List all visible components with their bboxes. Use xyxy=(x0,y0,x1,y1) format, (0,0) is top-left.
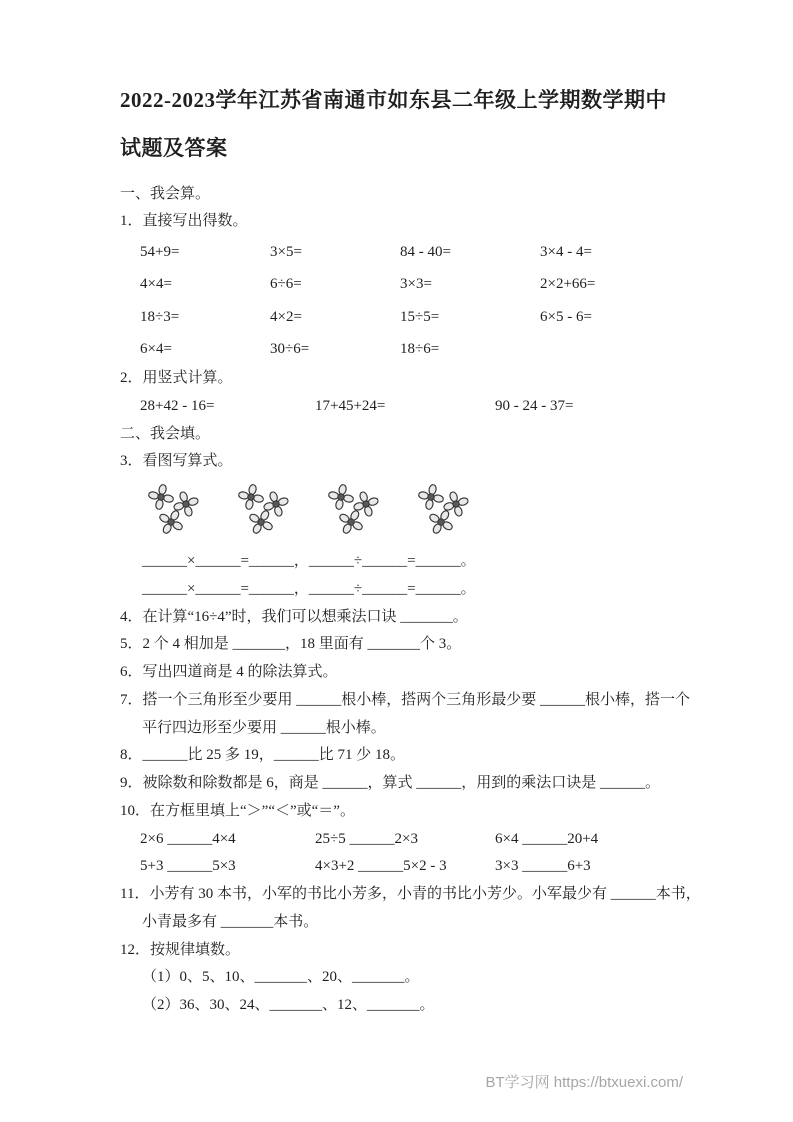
q1-cell: 15÷5= xyxy=(400,308,440,325)
q1-cell: 3×5= xyxy=(270,244,302,261)
q10-row-2 xyxy=(120,853,675,881)
flower-group xyxy=(146,484,204,538)
q1-cell: 18÷3= xyxy=(140,308,180,325)
q10-compare-item: 5+3 ______5×3 xyxy=(140,858,236,875)
q2-label: 2．用竖式计算。 xyxy=(120,370,233,387)
q12-item-1: （1）0、5、10、_______、20、_______。 xyxy=(142,969,420,986)
flower-group xyxy=(236,484,294,538)
q11-line-2: 小青最多有 _______本书。 xyxy=(142,913,319,930)
q1-cell: 4×2= xyxy=(270,308,302,325)
q1-cell: 2×2+66= xyxy=(540,276,596,293)
q10-row-1 xyxy=(120,826,675,854)
q10-compare-item: 25÷5 ______2×3 xyxy=(315,830,418,847)
q11-line-1: 11．小芳有 30 本书，小军的书比小芳多，小青的书比小芳少。小军最少有 ______本书， xyxy=(120,886,701,903)
page-title: 2022-2023学年江苏省南通市如东县二年级上学期数学期中试题及答案 xyxy=(120,88,667,161)
q2-row xyxy=(120,393,675,421)
footer-link[interactable]: BT学习网 https://btxuexi.com/ xyxy=(485,1074,683,1091)
q1-cell: 6×4= xyxy=(140,340,172,357)
q1-cell: 84 - 40= xyxy=(400,244,451,261)
section-1-heading: 一、我会算。 xyxy=(120,185,211,202)
q1-cell: 4×4= xyxy=(140,276,172,293)
q2-item: 90 - 24 - 37= xyxy=(495,397,574,414)
q7-line-1: 7．搭一个三角形至少要用 ______根小棒，搭两个三角形最少要 ______根小棒，搭一个 xyxy=(120,691,691,708)
flower-group xyxy=(416,484,474,538)
flower-group xyxy=(326,484,384,538)
q7-line-2: 平行四边形至少要用 ______根小棒。 xyxy=(142,719,386,736)
q1-cell: 18÷6= xyxy=(400,340,440,357)
q10-compare-item: 2×6 ______4×4 xyxy=(140,830,236,847)
q10-compare-item: 6×4 ______20+4 xyxy=(495,830,599,847)
q3-equation-2: ______×______=______，______÷______=______。 xyxy=(142,580,476,597)
q1-cell: 6×5 - 6= xyxy=(540,308,592,325)
q4-text: 4．在计算“16÷4”时，我们可以想乘法口诀 _______。 xyxy=(120,608,468,625)
q5-text: 5．2 个 4 相加是 _______，18 里面有 _______个 3。 xyxy=(120,636,462,653)
q1-label: 1．直接写出得数。 xyxy=(120,213,248,230)
q1-cell: 54+9= xyxy=(140,244,180,261)
flower-figure xyxy=(120,476,675,548)
q12-item-2: （2）36、30、24、_______、12、_______。 xyxy=(142,997,435,1014)
section-2-heading: 二、我会填。 xyxy=(120,425,211,442)
q1-cell: 3×3= xyxy=(400,276,432,293)
q8-text: 8．______比 25 多 19，______比 71 少 18。 xyxy=(120,747,406,764)
q3-equation-1: ______×______=______，______÷______=______。 xyxy=(142,553,476,570)
q6-text: 6．写出四道商是 4 的除法算式。 xyxy=(120,664,338,681)
q1-grid xyxy=(120,236,675,365)
q1-cell: 30÷6= xyxy=(270,340,310,357)
q1-cell xyxy=(540,333,675,365)
q1-cell: 3×4 - 4= xyxy=(540,244,592,261)
q12-label: 12．按规律填数。 xyxy=(120,941,241,958)
q9-text: 9．被除数和除数都是 6，商是 ______，算式 ______，用到的乘法口诀是 ______。 xyxy=(120,775,661,792)
q2-item: 17+45+24= xyxy=(315,397,386,414)
q1-cell: 6÷6= xyxy=(270,276,302,293)
page-footer xyxy=(485,1071,683,1092)
q3-label: 3．看图写算式。 xyxy=(120,453,233,470)
q10-compare-item: 4×3+2 ______5×2 - 3 xyxy=(315,858,447,875)
q10-label: 10．在方框里填上“＞”“＜”或“＝”。 xyxy=(120,802,355,819)
q10-compare-item: 3×3 ______6+3 xyxy=(495,858,591,875)
q2-item: 28+42 - 16= xyxy=(140,397,215,414)
